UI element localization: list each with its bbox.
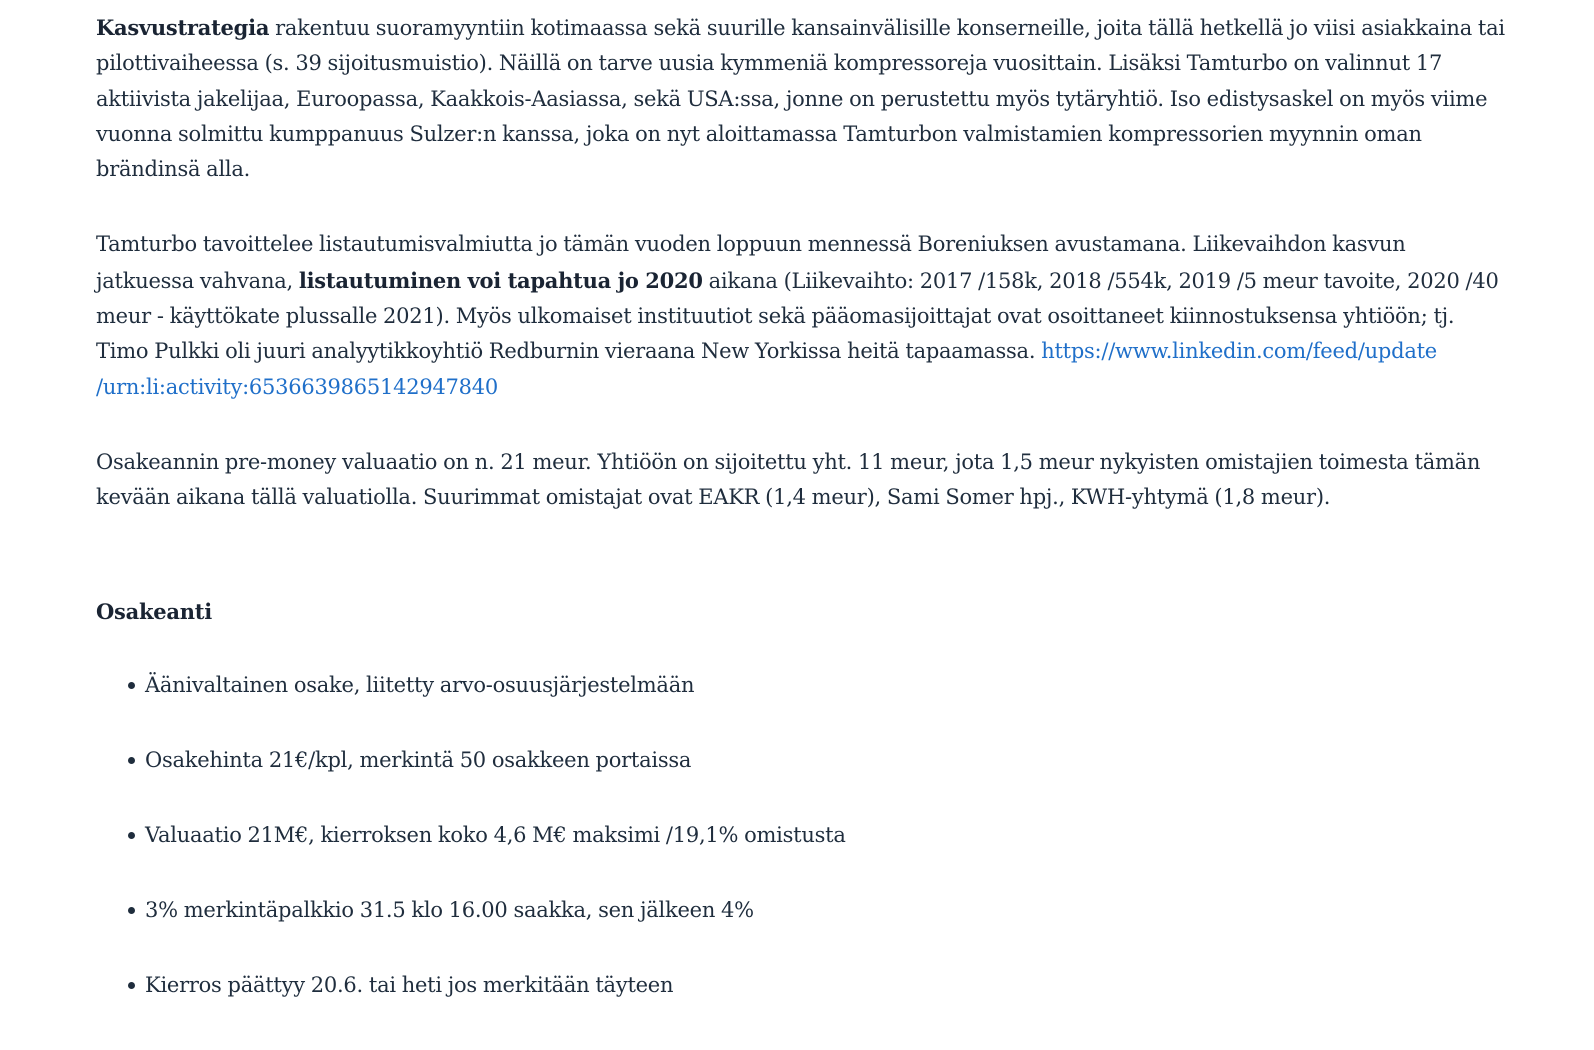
paragraph-text: Osakeannin pre-money valuaatio on n. 21 meur. Yhtiöön on sijoitettu yht. 11 meur, jota 1,5 meur nykyisten omistajien toimesta tämän kevään aikana tällä valuatiolla. Suurimmat omistajat ovat EAKR (1,4 meur), Sami Somer hpj., KWH-yhtymä (1,8 meur). xyxy=(96,449,1481,510)
list-item-text: Osakehinta 21€/kpl, merkintä 50 osakkeen portaissa xyxy=(145,748,692,772)
article-body xyxy=(96,10,1506,516)
paragraph-growth-strategy xyxy=(96,10,1506,187)
bold-listing-2020: listautuminen voi tapahtua jo 2020 xyxy=(298,267,703,293)
paragraph-text: rakentuu suoramyyntiin kotimaassa sekä suurille kansainvälisille konserneille, joita tällä hetkellä jo viisi asiakkaina tai pilottivaiheessa (s. 39 sijoitusmuistio). Näillä on tarve uusia kymmeniä kompressoreja vuosittain. Lisäksi Tamturbo on valinnut 17 aktiivista jakelijaa, Euroopassa, Kaakkois-Aasiassa, sekä USA:ssa, jonne on perustettu myös tytäryhtiö. Iso edistysaskel on myös viime vuonna solmittu kumppanuus Sulzer:n kanssa, joka on nyt aloittamassa Tamturbon valmistamien kompressorien myynnin oman brändinsä alla. xyxy=(96,16,1505,182)
section-heading-osakeanti: Osakeanti xyxy=(96,599,212,624)
bullet-icon xyxy=(128,757,135,764)
bullet-icon xyxy=(128,832,135,839)
list-item xyxy=(128,668,846,743)
list-item-text: Valuaatio 21M€, kierroksen koko 4,6 M€ maksimi /19,1% omistusta xyxy=(145,823,846,847)
linkedin-link-line2: /urn:li:activity:6536639865142947840 xyxy=(96,374,498,399)
bullet-icon xyxy=(128,907,135,914)
list-item xyxy=(128,893,846,968)
list-item-text: 3% merkintäpalkkio 31.5 klo 16.00 saakka, sen jälkeen 4% xyxy=(145,898,754,922)
linkedin-link-line1: https://www.linkedin.com/feed/update xyxy=(1041,339,1437,364)
paragraph-listing xyxy=(96,227,1506,404)
bullet-icon xyxy=(128,682,135,689)
offering-list xyxy=(128,668,846,1043)
paragraph-valuation xyxy=(96,445,1506,516)
bullet-icon xyxy=(128,982,135,989)
list-item xyxy=(128,968,846,1043)
list-item-text: Kierros päättyy 20.6. tai heti jos merkitään täyteen xyxy=(145,973,674,997)
list-item xyxy=(128,818,846,893)
list-item-text: Äänivaltainen osake, liitetty arvo-osuusjärjestelmään xyxy=(145,673,695,697)
bold-lead-kasvustrategia: Kasvustrategia xyxy=(96,15,270,40)
list-item xyxy=(128,743,846,818)
paragraph-text: aikana (Liikevaihto: 2017 /158k, 2018 /554k, 2019 /5 meur tavoite, 2020 /40 meur - käyttökate plussalle 2021). Myös ulkomaiset instituutiot sekä pääomasijoittajat ovat osoittaneet kiinnostuksensa yhtiöön; tj. Timo Pulkki oli juuri analyytikkoyhtiö Redburnin vieraana New Yorkissa heitä tapaamassa. xyxy=(96,268,1499,364)
paragraph-text: Tamturbo tavoittelee listautumisvalmiutta jo tämän vuoden loppuun mennessä Boreniuksen avustamana. Liikevaihdon kasvun jatkuessa vahvana, xyxy=(96,232,1406,293)
